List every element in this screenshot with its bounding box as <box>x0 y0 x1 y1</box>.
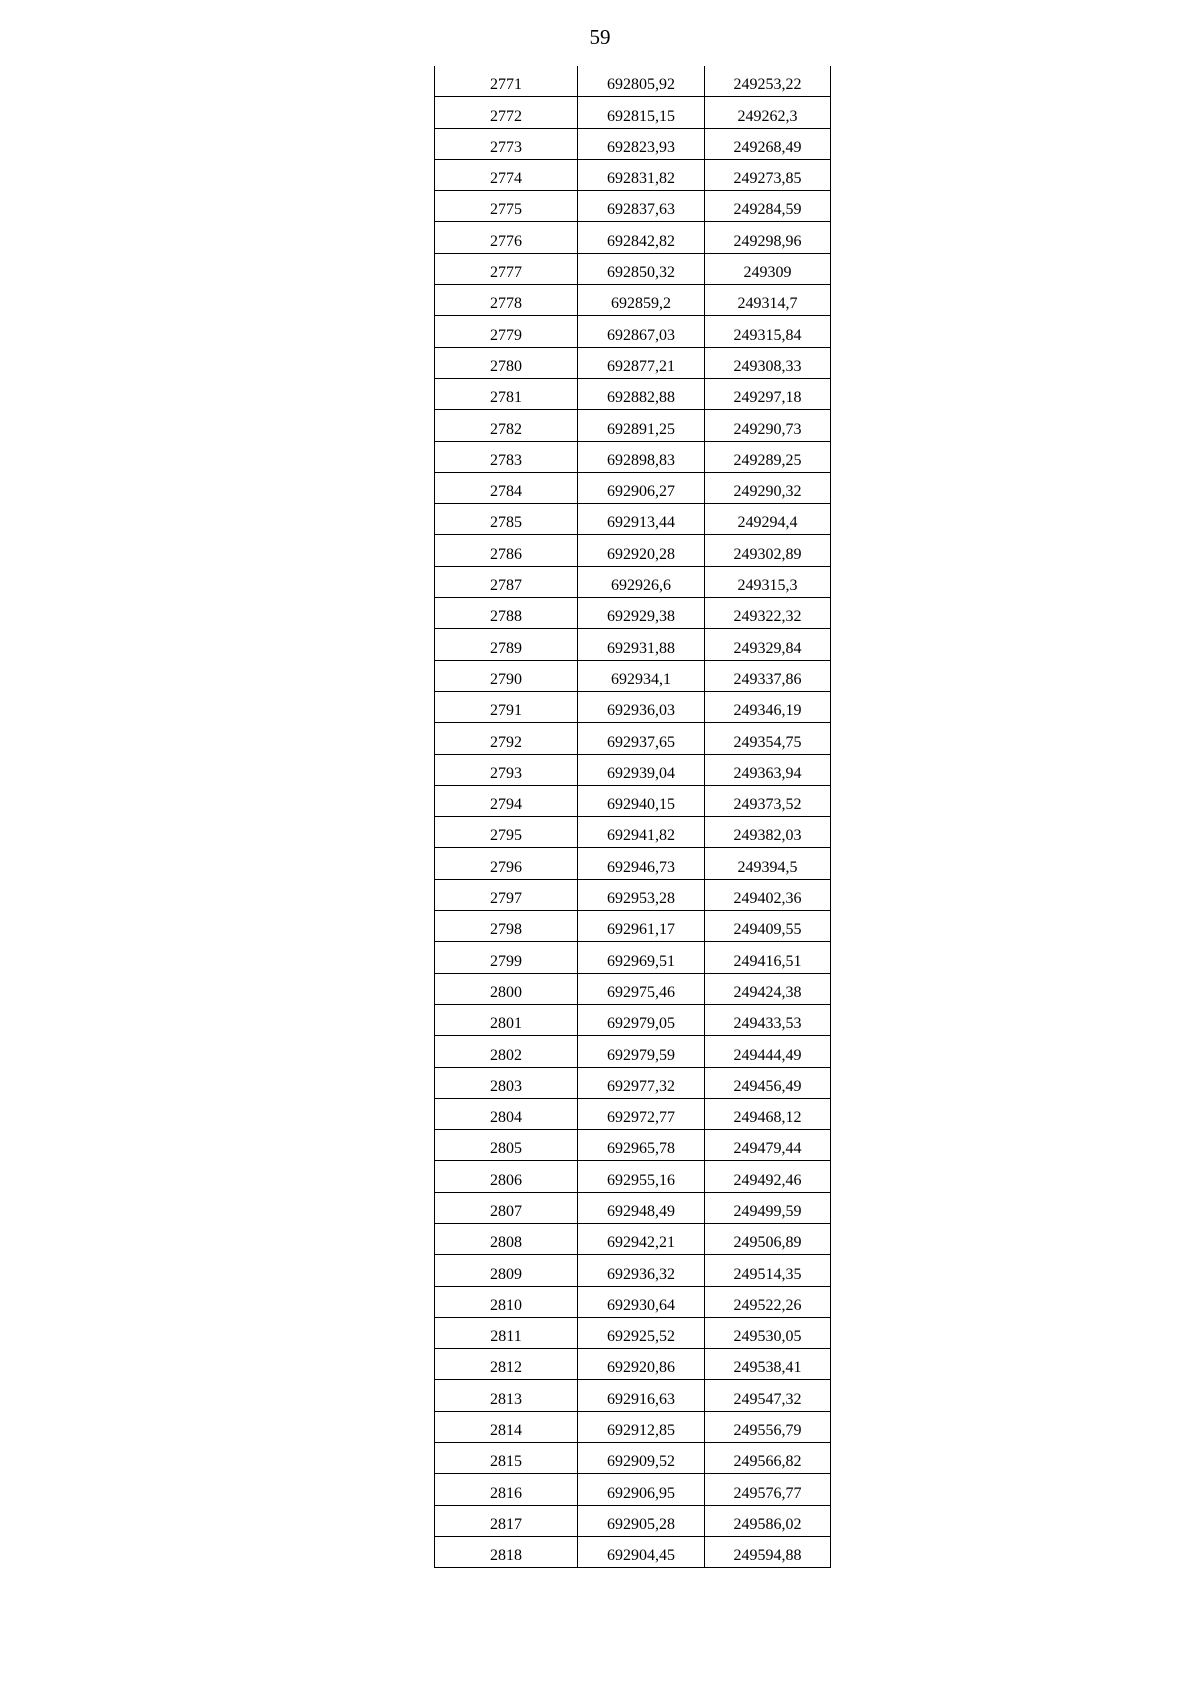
point-number-cell: 2794 <box>435 785 578 816</box>
x-coordinate-cell: 692977,32 <box>578 1067 705 1098</box>
table-row <box>435 1505 831 1536</box>
x-coordinate-cell: 692904,45 <box>578 1536 705 1567</box>
table-row <box>435 629 831 660</box>
table-body <box>435 66 831 1568</box>
table-row <box>435 191 831 222</box>
point-number-cell: 2771 <box>435 66 578 97</box>
x-coordinate-cell: 692815,15 <box>578 97 705 128</box>
point-number-cell: 2789 <box>435 629 578 660</box>
point-number-cell: 2773 <box>435 128 578 159</box>
y-coordinate-cell: 249394,5 <box>705 848 831 879</box>
x-coordinate-cell: 692948,49 <box>578 1192 705 1223</box>
y-coordinate-cell: 249315,84 <box>705 316 831 347</box>
point-number-cell: 2796 <box>435 848 578 879</box>
table-row <box>435 973 831 1004</box>
y-coordinate-cell: 249290,32 <box>705 472 831 503</box>
y-coordinate-cell: 249289,25 <box>705 441 831 472</box>
x-coordinate-cell: 692961,17 <box>578 911 705 942</box>
table-row <box>435 848 831 879</box>
point-number-cell: 2814 <box>435 1411 578 1442</box>
table-row <box>435 316 831 347</box>
y-coordinate-cell: 249514,35 <box>705 1255 831 1286</box>
point-number-cell: 2808 <box>435 1223 578 1254</box>
point-number-cell: 2800 <box>435 973 578 1004</box>
x-coordinate-cell: 692906,27 <box>578 472 705 503</box>
point-number-cell: 2803 <box>435 1067 578 1098</box>
x-coordinate-cell: 692837,63 <box>578 191 705 222</box>
point-number-cell: 2799 <box>435 942 578 973</box>
x-coordinate-cell: 692939,04 <box>578 754 705 785</box>
y-coordinate-cell: 249302,89 <box>705 535 831 566</box>
x-coordinate-cell: 692953,28 <box>578 879 705 910</box>
point-number-cell: 2772 <box>435 97 578 128</box>
point-number-cell: 2806 <box>435 1161 578 1192</box>
point-number-cell: 2787 <box>435 566 578 597</box>
point-number-cell: 2781 <box>435 378 578 409</box>
x-coordinate-cell: 692926,6 <box>578 566 705 597</box>
table-row <box>435 660 831 691</box>
x-coordinate-cell: 692936,32 <box>578 1255 705 1286</box>
table-row <box>435 1536 831 1567</box>
table-row <box>435 1317 831 1348</box>
y-coordinate-cell: 249298,96 <box>705 222 831 253</box>
point-number-cell: 2815 <box>435 1443 578 1474</box>
table-row <box>435 723 831 754</box>
table-row <box>435 1130 831 1161</box>
y-coordinate-cell: 249416,51 <box>705 942 831 973</box>
y-coordinate-cell: 249566,82 <box>705 1443 831 1474</box>
point-number-cell: 2784 <box>435 472 578 503</box>
table-row <box>435 159 831 190</box>
x-coordinate-cell: 692934,1 <box>578 660 705 691</box>
table-row <box>435 1161 831 1192</box>
y-coordinate-cell: 249444,49 <box>705 1036 831 1067</box>
y-coordinate-cell: 249530,05 <box>705 1317 831 1348</box>
x-coordinate-cell: 692972,77 <box>578 1098 705 1129</box>
x-coordinate-cell: 692823,93 <box>578 128 705 159</box>
point-number-cell: 2793 <box>435 754 578 785</box>
x-coordinate-cell: 692941,82 <box>578 817 705 848</box>
y-coordinate-cell: 249309 <box>705 253 831 284</box>
y-coordinate-cell: 249538,41 <box>705 1349 831 1380</box>
y-coordinate-cell: 249456,49 <box>705 1067 831 1098</box>
coordinates-table <box>434 66 831 1568</box>
point-number-cell: 2783 <box>435 441 578 472</box>
y-coordinate-cell: 249402,36 <box>705 879 831 910</box>
point-number-cell: 2777 <box>435 253 578 284</box>
point-number-cell: 2807 <box>435 1192 578 1223</box>
point-number-cell: 2795 <box>435 817 578 848</box>
point-number-cell: 2785 <box>435 504 578 535</box>
x-coordinate-cell: 692969,51 <box>578 942 705 973</box>
table-row <box>435 1036 831 1067</box>
table-row <box>435 691 831 722</box>
x-coordinate-cell: 692831,82 <box>578 159 705 190</box>
y-coordinate-cell: 249308,33 <box>705 347 831 378</box>
point-number-cell: 2804 <box>435 1098 578 1129</box>
y-coordinate-cell: 249506,89 <box>705 1223 831 1254</box>
point-number-cell: 2775 <box>435 191 578 222</box>
x-coordinate-cell: 692937,65 <box>578 723 705 754</box>
y-coordinate-cell: 249594,88 <box>705 1536 831 1567</box>
table-row <box>435 1380 831 1411</box>
point-number-cell: 2790 <box>435 660 578 691</box>
x-coordinate-cell: 692859,2 <box>578 285 705 316</box>
table-row <box>435 253 831 284</box>
point-number-cell: 2776 <box>435 222 578 253</box>
table-row <box>435 566 831 597</box>
x-coordinate-cell: 692929,38 <box>578 598 705 629</box>
x-coordinate-cell: 692867,03 <box>578 316 705 347</box>
y-coordinate-cell: 249314,7 <box>705 285 831 316</box>
x-coordinate-cell: 692905,28 <box>578 1505 705 1536</box>
x-coordinate-cell: 692912,85 <box>578 1411 705 1442</box>
x-coordinate-cell: 692877,21 <box>578 347 705 378</box>
point-number-cell: 2798 <box>435 911 578 942</box>
y-coordinate-cell: 249363,94 <box>705 754 831 785</box>
point-number-cell: 2811 <box>435 1317 578 1348</box>
point-number-cell: 2810 <box>435 1286 578 1317</box>
table-row <box>435 1067 831 1098</box>
table-row <box>435 785 831 816</box>
x-coordinate-cell: 692909,52 <box>578 1443 705 1474</box>
point-number-cell: 2802 <box>435 1036 578 1067</box>
y-coordinate-cell: 249354,75 <box>705 723 831 754</box>
y-coordinate-cell: 249273,85 <box>705 159 831 190</box>
point-number-cell: 2797 <box>435 879 578 910</box>
y-coordinate-cell: 249346,19 <box>705 691 831 722</box>
table-row <box>435 222 831 253</box>
table-row <box>435 1411 831 1442</box>
table-row <box>435 285 831 316</box>
table-row <box>435 1286 831 1317</box>
x-coordinate-cell: 692805,92 <box>578 66 705 97</box>
point-number-cell: 2818 <box>435 1536 578 1567</box>
table-row <box>435 1349 831 1380</box>
y-coordinate-cell: 249547,32 <box>705 1380 831 1411</box>
point-number-cell: 2817 <box>435 1505 578 1536</box>
y-coordinate-cell: 249373,52 <box>705 785 831 816</box>
x-coordinate-cell: 692931,88 <box>578 629 705 660</box>
point-number-cell: 2792 <box>435 723 578 754</box>
x-coordinate-cell: 692882,88 <box>578 378 705 409</box>
x-coordinate-cell: 692942,21 <box>578 1223 705 1254</box>
table-row <box>435 942 831 973</box>
x-coordinate-cell: 692850,32 <box>578 253 705 284</box>
table-row <box>435 535 831 566</box>
point-number-cell: 2786 <box>435 535 578 566</box>
y-coordinate-cell: 249522,26 <box>705 1286 831 1317</box>
y-coordinate-cell: 249262,3 <box>705 97 831 128</box>
y-coordinate-cell: 249479,44 <box>705 1130 831 1161</box>
y-coordinate-cell: 249253,22 <box>705 66 831 97</box>
x-coordinate-cell: 692925,52 <box>578 1317 705 1348</box>
table-row <box>435 472 831 503</box>
table-row <box>435 1474 831 1505</box>
table-row <box>435 378 831 409</box>
table-row <box>435 817 831 848</box>
x-coordinate-cell: 692965,78 <box>578 1130 705 1161</box>
table-row <box>435 66 831 97</box>
x-coordinate-cell: 692920,86 <box>578 1349 705 1380</box>
x-coordinate-cell: 692975,46 <box>578 973 705 1004</box>
y-coordinate-cell: 249268,49 <box>705 128 831 159</box>
y-coordinate-cell: 249409,55 <box>705 911 831 942</box>
table-row <box>435 754 831 785</box>
x-coordinate-cell: 692979,05 <box>578 1004 705 1035</box>
point-number-cell: 2812 <box>435 1349 578 1380</box>
point-number-cell: 2782 <box>435 410 578 441</box>
y-coordinate-cell: 249290,73 <box>705 410 831 441</box>
x-coordinate-cell: 692842,82 <box>578 222 705 253</box>
table-row <box>435 1223 831 1254</box>
x-coordinate-cell: 692891,25 <box>578 410 705 441</box>
y-coordinate-cell: 249499,59 <box>705 1192 831 1223</box>
point-number-cell: 2788 <box>435 598 578 629</box>
table-row <box>435 347 831 378</box>
point-number-cell: 2791 <box>435 691 578 722</box>
y-coordinate-cell: 249382,03 <box>705 817 831 848</box>
y-coordinate-cell: 249576,77 <box>705 1474 831 1505</box>
x-coordinate-cell: 692920,28 <box>578 535 705 566</box>
table-row <box>435 1255 831 1286</box>
table-row <box>435 1443 831 1474</box>
point-number-cell: 2816 <box>435 1474 578 1505</box>
table-row <box>435 1098 831 1129</box>
table-row <box>435 598 831 629</box>
x-coordinate-cell: 692940,15 <box>578 785 705 816</box>
table-row <box>435 128 831 159</box>
table-row <box>435 441 831 472</box>
x-coordinate-cell: 692916,63 <box>578 1380 705 1411</box>
point-number-cell: 2774 <box>435 159 578 190</box>
y-coordinate-cell: 249468,12 <box>705 1098 831 1129</box>
x-coordinate-cell: 692930,64 <box>578 1286 705 1317</box>
page-number: 59 <box>589 25 611 49</box>
point-number-cell: 2805 <box>435 1130 578 1161</box>
y-coordinate-cell: 249492,46 <box>705 1161 831 1192</box>
y-coordinate-cell: 249329,84 <box>705 629 831 660</box>
x-coordinate-cell: 692936,03 <box>578 691 705 722</box>
y-coordinate-cell: 249315,3 <box>705 566 831 597</box>
y-coordinate-cell: 249322,32 <box>705 598 831 629</box>
y-coordinate-cell: 249424,38 <box>705 973 831 1004</box>
point-number-cell: 2779 <box>435 316 578 347</box>
y-coordinate-cell: 249337,86 <box>705 660 831 691</box>
table-row <box>435 97 831 128</box>
x-coordinate-cell: 692955,16 <box>578 1161 705 1192</box>
point-number-cell: 2780 <box>435 347 578 378</box>
y-coordinate-cell: 249284,59 <box>705 191 831 222</box>
x-coordinate-cell: 692946,73 <box>578 848 705 879</box>
x-coordinate-cell: 692979,59 <box>578 1036 705 1067</box>
table-row <box>435 1192 831 1223</box>
table-row <box>435 911 831 942</box>
point-number-cell: 2778 <box>435 285 578 316</box>
x-coordinate-cell: 692913,44 <box>578 504 705 535</box>
point-number-cell: 2801 <box>435 1004 578 1035</box>
y-coordinate-cell: 249294,4 <box>705 504 831 535</box>
table-row <box>435 410 831 441</box>
table-row <box>435 1004 831 1035</box>
x-coordinate-cell: 692906,95 <box>578 1474 705 1505</box>
y-coordinate-cell: 249556,79 <box>705 1411 831 1442</box>
table-row <box>435 879 831 910</box>
point-number-cell: 2813 <box>435 1380 578 1411</box>
y-coordinate-cell: 249433,53 <box>705 1004 831 1035</box>
point-number-cell: 2809 <box>435 1255 578 1286</box>
y-coordinate-cell: 249297,18 <box>705 378 831 409</box>
y-coordinate-cell: 249586,02 <box>705 1505 831 1536</box>
x-coordinate-cell: 692898,83 <box>578 441 705 472</box>
table-row <box>435 504 831 535</box>
